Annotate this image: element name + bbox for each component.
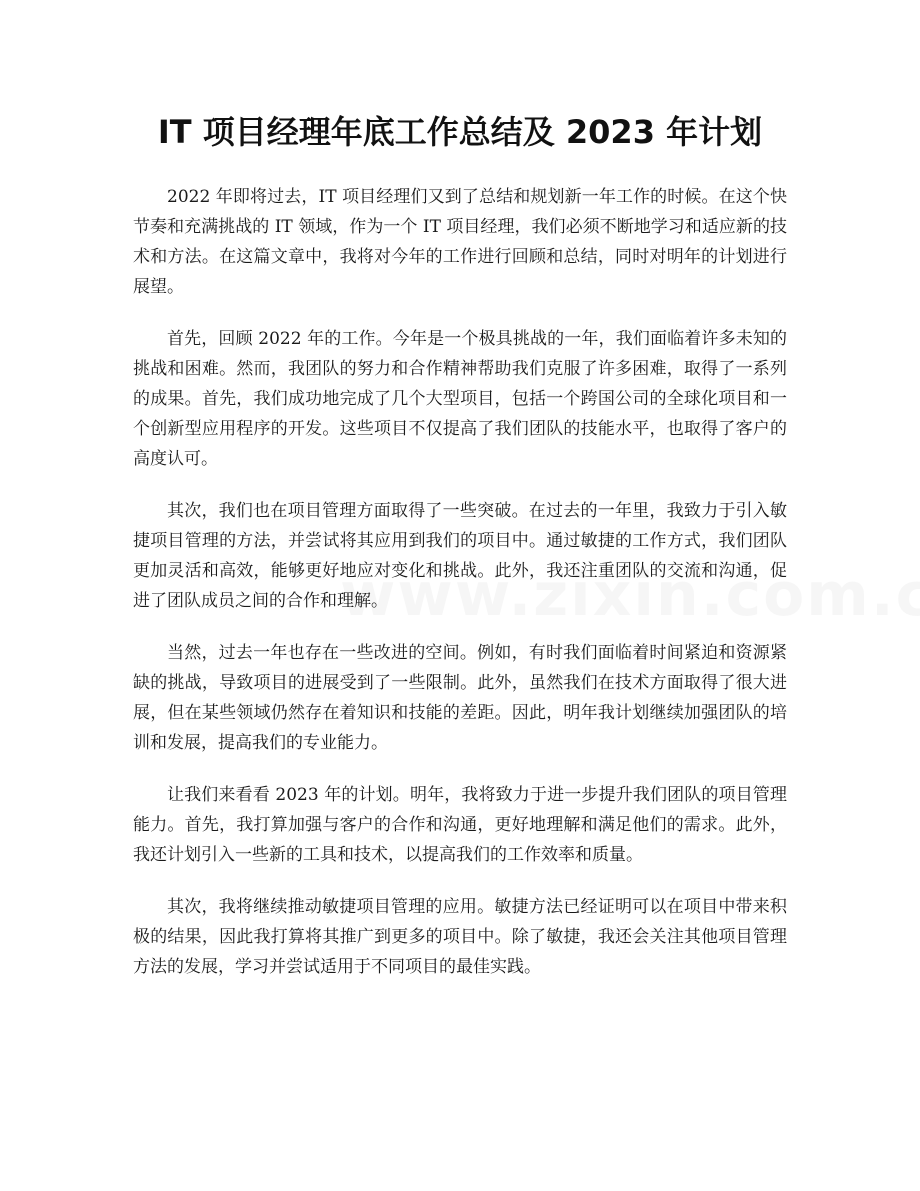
paragraph-agile-plan: 其次，我将继续推动敏捷项目管理的应用。敏捷方法已经证明可以在项目中带来积极的结果，因此我打算将其推广到更多的项目中。除了敏捷，我还会关注其他项目管理方法的发展，学习并尝试适用于不同项目的最佳实践。	[133, 897, 787, 977]
document-title: IT 项目经理年底工作总结及 2023 年计划	[157, 113, 763, 151]
paragraph-intro: 2022 年即将过去，IT 项目经理们又到了总结和规划新一年工作的时候。在这个快节奏和充满挑战的 IT 领域，作为一个 IT 项目经理，我们必须不断地学习和适应新的技术和方法。在这篇文章中，我将对今年的工作进行回顾和总结，同时对明年的计划进行展望。	[133, 187, 787, 297]
paragraph-improvements: 当然，过去一年也存在一些改进的空间。例如，有时我们面临着时间紧迫和资源紧缺的挑战，导致项目的进展受到了一些限制。此外，虽然我们在技术方面取得了很大进展，但在某些领域仍然存在着知识和技能的差距。因此，明年我计划继续加强团队的培训和发展，提高我们的专业能力。	[133, 643, 787, 753]
paragraph-review-2022: 首先，回顾 2022 年的工作。今年是一个极具挑战的一年，我们面临着许多未知的挑战和困难。然而，我团队的努力和合作精神帮助我们克服了许多困难，取得了一系列的成果。首先，我们成功地完成了几个大型项目，包括一个跨国公司的全球化项目和一个创新型应用程序的开发。这些项目不仅提高了我们团队的技能水平，也取得了客户的高度认可。	[133, 329, 787, 469]
document-body	[133, 182, 787, 1004]
paragraph-plan-2023: 让我们来看看 2023 年的计划。明年，我将致力于进一步提升我们团队的项目管理能力。首先，我打算加强与客户的合作和沟通，更好地理解和满足他们的需求。此外，我还计划引入一些新的工具和技术，以提高我们的工作效率和质量。	[133, 785, 787, 865]
paragraph-project-management: 其次，我们也在项目管理方面取得了一些突破。在过去的一年里，我致力于引入敏捷项目管理的方法，并尝试将其应用到我们的项目中。通过敏捷的工作方式，我们团队更加灵活和高效，能够更好地应对变化和挑战。此外，我还注重团队的交流和沟通，促进了团队成员之间的合作和理解。	[133, 501, 787, 611]
